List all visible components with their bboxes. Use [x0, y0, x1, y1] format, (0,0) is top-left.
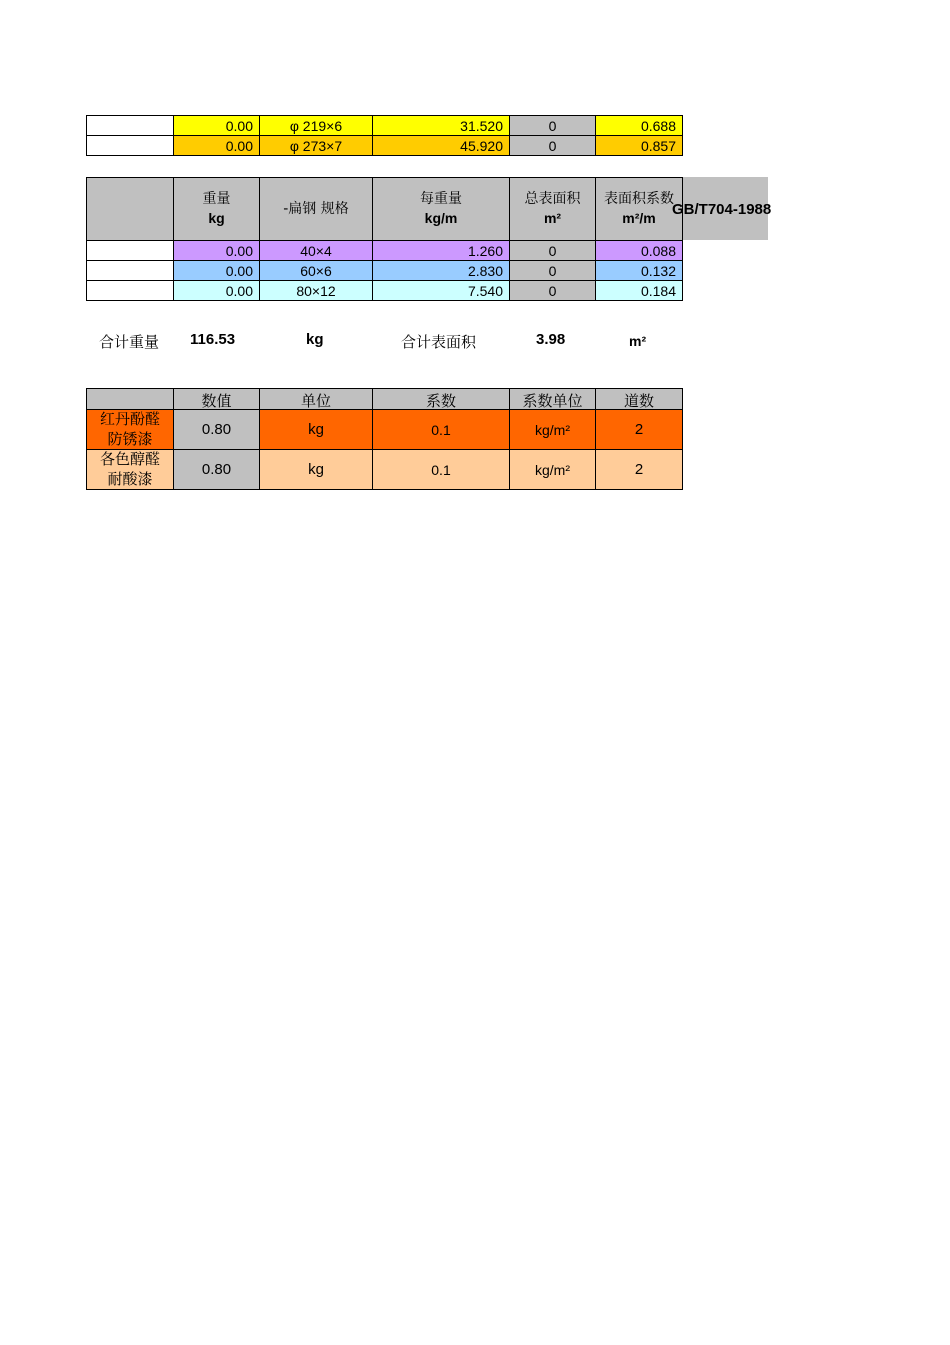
header-spec-label: -扁钢 规格	[283, 200, 349, 217]
paint-coef-cell[interactable]: 0.1	[373, 410, 510, 450]
paint-header-blank[interactable]	[87, 389, 174, 410]
header-unit-weight-label: 每重量	[420, 191, 462, 208]
paint-name-cell[interactable]	[87, 450, 174, 490]
paint-name-cell[interactable]	[87, 410, 174, 450]
row-label-cell[interactable]	[87, 241, 174, 261]
total-weight-value[interactable]: 116.53	[190, 331, 236, 348]
total-area-cell[interactable]: 0	[510, 116, 596, 136]
total-area-label: 合计表面积	[401, 333, 477, 351]
standard-label: GB/T704-1988	[672, 201, 772, 218]
weight-cell[interactable]: 0.00	[174, 281, 260, 301]
spec-cell[interactable]: 80×12	[260, 281, 373, 301]
paint-unit-cell[interactable]: kg	[260, 410, 373, 450]
total-area-cell[interactable]: 0	[510, 136, 596, 156]
unit-weight-cell[interactable]: 2.830	[373, 261, 510, 281]
total-area-value[interactable]: 3.98	[536, 331, 566, 348]
header-blank-cell[interactable]	[87, 178, 174, 241]
paint-coef-unit-cell[interactable]: kg/m²	[510, 450, 596, 490]
header-unit-weight-cell[interactable]	[373, 178, 510, 241]
paint-table	[86, 388, 683, 490]
row-label-cell[interactable]	[87, 261, 174, 281]
paint-value-cell[interactable]: 0.80	[174, 410, 260, 450]
paint-coef-unit-cell[interactable]: kg/m²	[510, 410, 596, 450]
paint-name-line: 红丹酚醛	[99, 410, 160, 428]
paint-name-line: 耐酸漆	[107, 469, 153, 488]
header-total-area-cell[interactable]	[510, 178, 596, 241]
paint-header-coef-unit[interactable]: 系数单位	[510, 389, 596, 410]
row-label-cell[interactable]	[87, 116, 174, 136]
total-area-cell[interactable]: 0	[510, 241, 596, 261]
weight-cell[interactable]: 0.00	[174, 241, 260, 261]
paint-coef-cell[interactable]: 0.1	[373, 450, 510, 490]
paint-unit-cell[interactable]: kg	[260, 450, 373, 490]
flat-row	[87, 241, 683, 261]
paint-name-line: 各色醇醛	[99, 450, 160, 468]
paint-header-coef[interactable]: 系数	[373, 389, 510, 410]
paint-header-row	[87, 389, 683, 410]
spec-cell[interactable]: 40×4	[260, 241, 373, 261]
header-area-coef-unit: m²/m	[622, 210, 656, 226]
unit-weight-cell[interactable]: 31.520	[373, 116, 510, 136]
header-total-area-unit: m²	[543, 210, 562, 226]
area-coef-cell[interactable]: 0.688	[596, 116, 683, 136]
header-spec-cell[interactable]	[260, 178, 373, 241]
area-coef-cell[interactable]: 0.132	[596, 261, 683, 281]
spec-cell[interactable]: 60×6	[260, 261, 373, 281]
total-area-cell[interactable]: 0	[510, 281, 596, 301]
spec-cell[interactable]: φ 219×6	[260, 116, 373, 136]
spec-cell[interactable]: φ 273×7	[260, 136, 373, 156]
header-weight-unit: kg	[208, 210, 225, 226]
total-weight-unit: kg	[306, 331, 324, 348]
pipe-table	[86, 115, 683, 156]
paint-coats-cell[interactable]: 2	[596, 410, 683, 450]
unit-weight-cell[interactable]: 1.260	[373, 241, 510, 261]
flat-steel-table	[86, 177, 683, 301]
header-weight-label: 重量	[202, 191, 231, 208]
paint-header-coats[interactable]: 道数	[596, 389, 683, 410]
weight-cell[interactable]: 0.00	[174, 116, 260, 136]
row-label-cell[interactable]	[87, 281, 174, 301]
paint-value-cell[interactable]: 0.80	[174, 450, 260, 490]
header-unit-weight-unit: kg/m	[424, 210, 458, 226]
pipe-row	[87, 136, 683, 156]
weight-cell[interactable]: 0.00	[174, 136, 260, 156]
header-weight-cell[interactable]	[174, 178, 260, 241]
total-area-unit: m²	[629, 333, 647, 349]
unit-weight-cell[interactable]: 7.540	[373, 281, 510, 301]
paint-row	[87, 410, 683, 450]
area-coef-cell[interactable]: 0.857	[596, 136, 683, 156]
header-area-coef-label: 表面积系数	[604, 191, 674, 208]
total-area-cell[interactable]: 0	[510, 261, 596, 281]
weight-cell[interactable]: 0.00	[174, 261, 260, 281]
paint-coats-cell[interactable]: 2	[596, 450, 683, 490]
flat-header-row	[87, 178, 683, 241]
paint-header-unit[interactable]: 单位	[260, 389, 373, 410]
header-area-coef-cell[interactable]	[596, 178, 683, 241]
flat-row	[87, 261, 683, 281]
area-coef-cell[interactable]: 0.184	[596, 281, 683, 301]
row-label-cell[interactable]	[87, 136, 174, 156]
paint-row	[87, 450, 683, 490]
paint-name-line: 防锈漆	[107, 429, 153, 448]
unit-weight-cell[interactable]: 45.920	[373, 136, 510, 156]
total-weight-label: 合计重量	[99, 333, 160, 351]
paint-header-value[interactable]: 数值	[174, 389, 260, 410]
pipe-row	[87, 116, 683, 136]
area-coef-cell[interactable]: 0.088	[596, 241, 683, 261]
header-total-area-label: 总表面积	[524, 191, 581, 208]
flat-row	[87, 281, 683, 301]
